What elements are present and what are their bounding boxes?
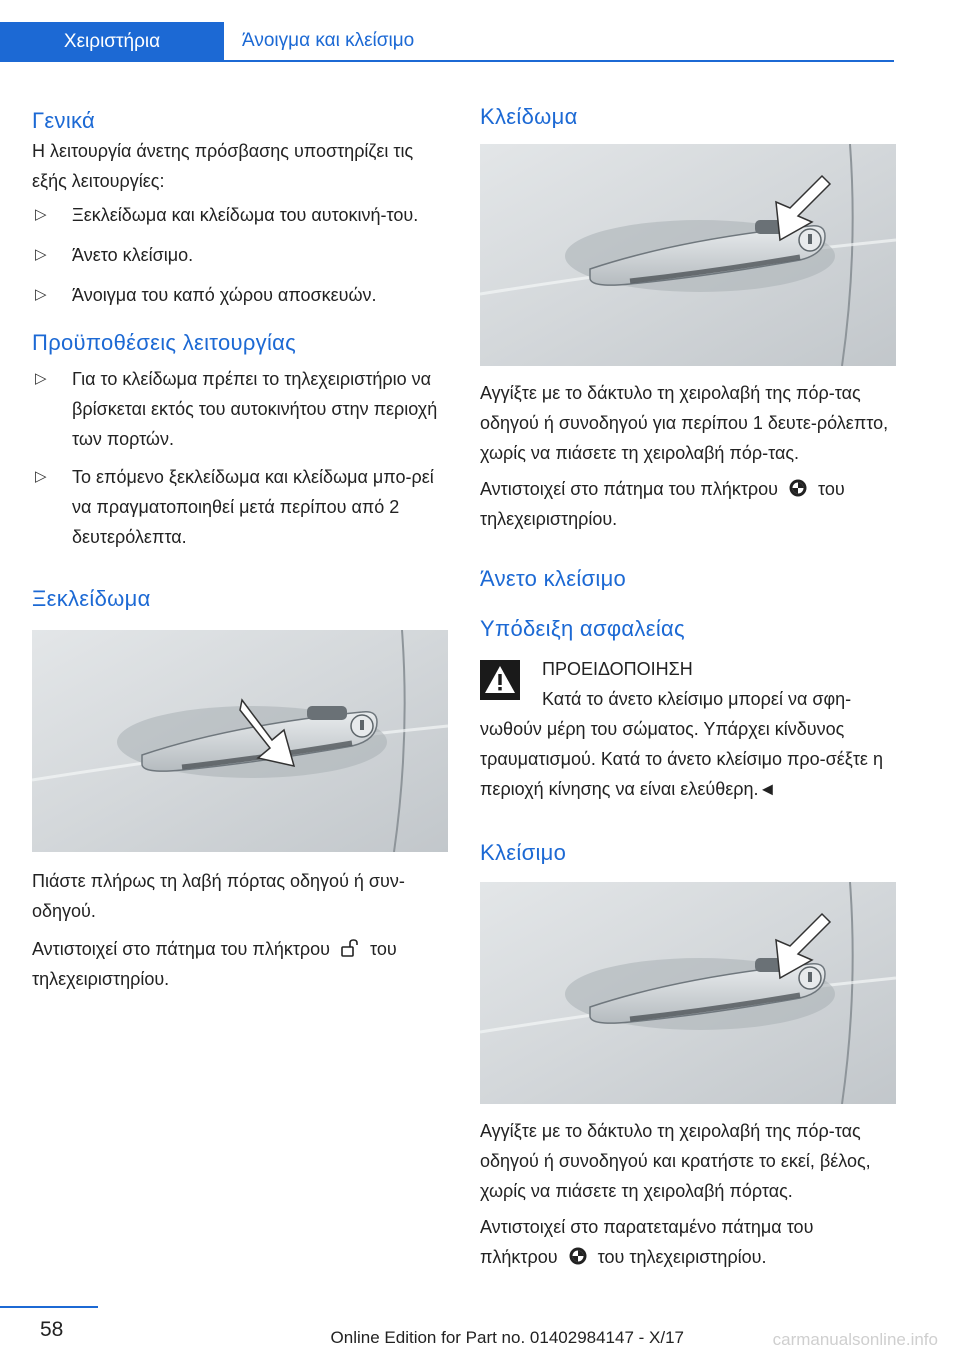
lock-equivalent [480,474,896,534]
heading-closing: Κλείσιμο [480,840,567,865]
heading-lock: Κλείδωμα [480,104,578,129]
unlock-key-icon [340,938,360,958]
heading-safety-note: Υπόδειξη ασφαλείας [480,616,685,641]
lock-equivalent-text-end: του τηλεχειριστηρίου. [480,479,845,529]
list-item: ▷ Άνοιγμα του καπό χώρου αποσκευών. [32,280,448,310]
list-item: ▷ Ξεκλείδωμα και κλείδωμα του αυτοκινή-του. [32,200,448,230]
lock-text: Αγγίξτε με το δάκτυλο τη χειρολαβή της πόρ-τας οδηγού ή συνοδηγού για περίπου 1 δευτε-ρόλεπτο, χωρίς να πιάσετε τη χειρολαβή πόρ-τας. [480,383,889,463]
bmw-logo-key-icon [788,478,808,498]
door-handle-unlock-image [32,630,448,852]
page-number: 58 [40,1318,64,1341]
watermark: carmanualsonline.info [772,1330,938,1349]
heading-prerequisites: Προϋποθέσεις λειτουργίας [32,330,297,355]
warning-triangle-icon [480,660,520,700]
general-text: Η λειτουργία άνετης πρόσβασης υποστηρίζει τις εξής λειτουργίες: [32,141,414,191]
heading-comfort-closing: Άνετο κλείσιμο [480,566,627,591]
closing-equivalent-text: Αντιστοιχεί στο παρατεταμένο πάτημα του πλήκτρου [480,1217,814,1267]
unlock-equivalent-text: Αντιστοιχεί στο πάτημα του πλήκτρου [32,939,331,959]
warning-text: Κατά το άνετο κλείσιμο μπορεί να σφη-νωθούν μέρη του σώματος. Υπάρχει κίνδυνος τραυματισμού. Κατά το άνετο κλείσιμο προ-σέξτε η περιοχή κίνησης να είναι ελεύθερη.◄ [480,689,883,799]
list-item: ▷ Το επόμενο ξεκλείδωμα και κλείδωμα μπο-ρεί να πραγματοποιηθεί μετά περίπου από 2 δευτερόλεπτα. [32,462,448,552]
unlock-equivalent [32,934,448,994]
lock-equivalent-text: Αντιστοιχεί στο πάτημα του πλήκτρου [480,479,779,499]
door-handle-closing-image [480,882,896,1104]
right-column [480,102,896,1272]
bmw-logo-key-icon [568,1246,588,1266]
list-item: ▷ Άνετο κλείσιμο. [32,240,448,270]
section-tab-open-close: Άνοιγμα και κλείσιμο [224,22,894,62]
unlock-equivalent-text-end: του τηλεχειριστηρίου. [32,939,397,989]
heading-general: Γενικά [32,108,96,133]
footer-accent-line [0,1306,98,1308]
heading-unlock: Ξεκλείδωμα [32,586,151,611]
edition-text: Online Edition for Part no. 01402984147 - X/17 [330,1328,684,1347]
closing-equivalent [480,1212,896,1272]
list-item: ▷ Για το κλείδωμα πρέπει το τηλεχειριστήριο να βρίσκεται εκτός του αυτοκινήτου στην περιοχή των πορτών. [32,364,448,454]
door-handle-lock-image [480,144,896,366]
prereq-list [32,364,448,552]
warning-label: ΠΡΟΕΙΔΟΠΟΙΗΣΗ [542,659,693,679]
unlock-text: Πιάστε πλήρως τη λαβή πόρτας οδηγού ή συν-οδηγού. [32,871,405,921]
warning-block [480,654,896,804]
closing-equivalent-text-end: του τηλεχειριστηρίου. [597,1247,767,1267]
section-tab-controls: Χειριστήρια [0,22,224,62]
left-column [32,106,448,994]
closing-text: Αγγίξτε με το δάκτυλο τη χειρολαβή της πόρ-τας οδηγού ή συνοδηγού και κρατήστε το εκεί, βέλος, χωρίς να πιάσετε τη χειρολαβή πόρτας. [480,1121,871,1201]
page-header [0,0,960,62]
general-list [32,200,448,310]
